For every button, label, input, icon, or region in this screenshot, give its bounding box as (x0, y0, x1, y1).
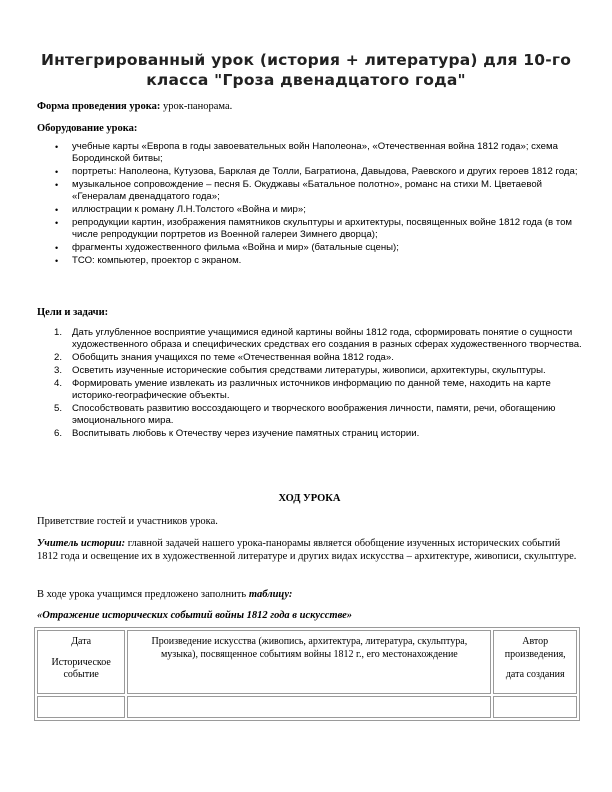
events-table (34, 627, 580, 721)
goals-heading: Цели и задачи: (37, 307, 109, 318)
teacher-paragraph (37, 537, 582, 563)
table-cell[interactable] (127, 696, 491, 718)
list-item: 2. Обобщить знания учащихся по теме «Отечественная война 1812 года». (54, 352, 394, 364)
table-cell[interactable] (37, 696, 125, 718)
lesson-heading: ХОД УРОКА (278, 493, 341, 504)
table-header-cell-artwork: Произведение искусства (живопись, архитектура, литература, скульптура, музыка), посвященное событиям войны 1812 г., его местонахождение (127, 630, 491, 694)
document-title: Интегрированный урок (история + литература) для 10-го класса "Гроза двенадцатого года" (40, 51, 572, 89)
lesson-form-line (37, 100, 582, 113)
list-item: 6. Воспитывать любовь к Отечеству через изучение памятных страниц истории. (54, 428, 420, 440)
list-item: • фрагменты художественного фильма «Война и мир» (батальные сцены); (37, 242, 582, 254)
lesson-form-value: урок-панорама. (160, 101, 233, 112)
table-intro: В ходе урока учащимся предложено заполнить таблицу: (37, 589, 293, 600)
list-item: • репродукции картин, изображения памятников скульптуры и архитектуры, посвященных войне 1812 года (в том числе репродукции портретов из Военной галереи Зимнего дворца); (37, 217, 582, 242)
goals-list (37, 327, 582, 441)
table-header-cell-author: Автор произведения, дата создания (493, 630, 577, 694)
equipment-heading: Оборудование урока: (37, 123, 138, 134)
list-item: • ТСО: компьютер, проектор с экраном. (37, 255, 582, 267)
list-item: • учебные карты «Европа в годы завоевательных войн Наполеона», «Отечественная война 1812 года»; схема Бородинской битвы; (37, 141, 582, 166)
list-item: • музыкальное сопровождение – песня Б. Окуджавы «Батальное полотно», романс на стихи М. Цветаевой «Генералам двенадцатого года»; (37, 179, 582, 204)
table-header-row (37, 630, 577, 694)
table-cell[interactable] (493, 696, 577, 718)
table-header-cell-date: Дата Историческое событие (37, 630, 125, 694)
list-item: • портреты: Наполеона, Кутузова, Барклая де Толли, Багратиона, Давыдова, Раевского и других героев 1812 года; (37, 166, 582, 178)
table-row (37, 696, 577, 718)
greeting-paragraph: Приветствие гостей и участников урока. (37, 516, 218, 527)
list-item: • иллюстрации к роману Л.Н.Толстого «Война и мир»; (37, 204, 582, 216)
equipment-list (37, 141, 582, 268)
table-intro-emphasis: таблицу: (248, 589, 293, 600)
table-caption: «Отражение исторических событий войны 1812 года в искусстве» (37, 610, 353, 621)
list-item: 5. Способствовать развитию воссоздающего и творческого воображения личности, памяти, речи, обогащению эмоционального мира. (54, 403, 556, 427)
lesson-form-label: Форма проведения урока: (37, 101, 161, 112)
list-item: 3. Осветить изученные исторические события средствами литературы, живописи, архитектуры, скульптуры. (54, 365, 546, 377)
list-item: 1. Дать углубленное восприятие учащимися единой картины войны 1812 года, сформировать понятие о сущности художественного образа и специфических средствах его создания в разных сферах художественного творчества. (54, 327, 582, 351)
list-item: 4. Формировать умение извлекать из различных источников информацию по данной теме, находить на карте историко-географические объекты. (54, 377, 551, 402)
teacher-text: главной задачей нашего урока-панорамы является обобщение изученных исторических событий 1812 года и освещение их в художественной литературе и других видах искусства – архитектуре, живописи, скульптуре. (37, 538, 577, 562)
teacher-label: Учитель истории: (37, 538, 126, 549)
